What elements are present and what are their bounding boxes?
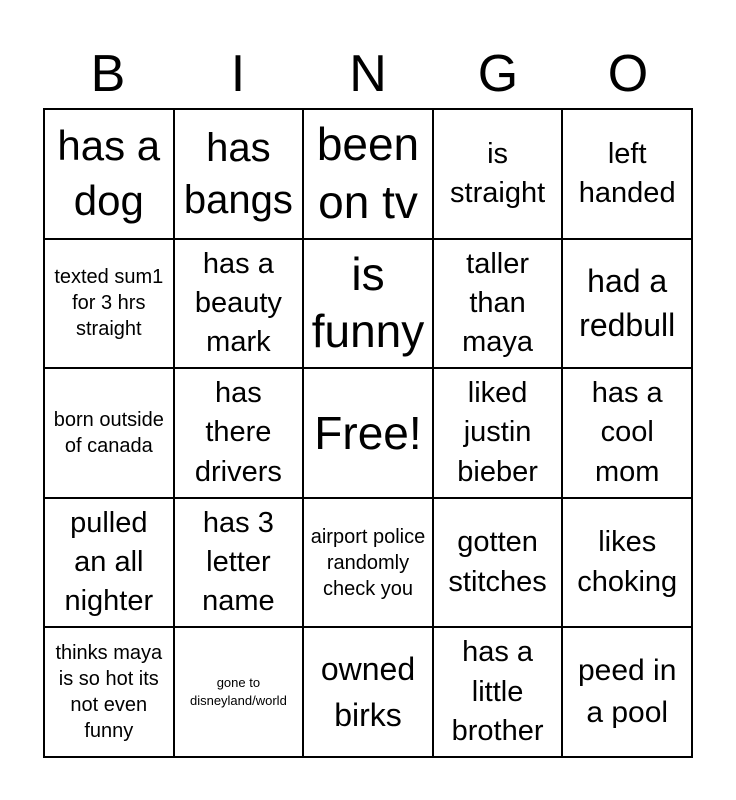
bingo-cell[interactable]: [174, 109, 304, 239]
cell-text: gotten stitches: [448, 526, 547, 598]
cell-text: peed in a pool: [577, 654, 677, 730]
bingo-cell[interactable]: [174, 368, 304, 498]
cell-text: has a dog: [57, 122, 161, 224]
bingo-cell[interactable]: [174, 239, 304, 369]
cell-text: liked justin bieber: [457, 377, 538, 488]
bingo-cell[interactable]: [562, 109, 692, 239]
bingo-cell[interactable]: [562, 368, 692, 498]
cell-text: been on tv: [316, 118, 420, 228]
bingo-cell[interactable]: [433, 498, 563, 628]
bingo-cell[interactable]: [433, 109, 563, 239]
cell-text: has a beauty mark: [194, 247, 282, 358]
bingo-cell[interactable]: [562, 239, 692, 369]
cell-text: texted sum1 for 3 hrs straight: [54, 266, 164, 341]
cell-text: born outside of canada: [53, 408, 164, 457]
bingo-cell[interactable]: [44, 498, 174, 628]
bingo-cell[interactable]: [303, 627, 433, 757]
cell-text: owned birks: [320, 650, 416, 734]
free-space[interactable]: [303, 368, 433, 498]
cell-text: taller than maya: [462, 247, 534, 358]
cell-text: airport police randomly check you: [310, 525, 426, 600]
cell-text: had a redbull: [579, 262, 676, 344]
bingo-cell[interactable]: [174, 627, 304, 757]
cell-text: pulled an all nighter: [64, 506, 154, 618]
bingo-cell[interactable]: [433, 627, 563, 757]
cell-text: likes choking: [577, 526, 678, 598]
cell-text: is funny: [311, 247, 425, 358]
cell-text: has 3 letter name: [202, 506, 275, 618]
header-letter-i: I: [230, 45, 246, 103]
bingo-cell[interactable]: [303, 109, 433, 239]
cell-text: left handed: [578, 137, 676, 209]
bingo-cell[interactable]: [303, 498, 433, 628]
cell-text: has there drivers: [194, 377, 282, 488]
bingo-cell[interactable]: [562, 498, 692, 628]
bingo-cell[interactable]: [44, 239, 174, 369]
header-letter-n: N: [349, 45, 387, 103]
cell-text: gone to disneyland/world: [189, 675, 287, 709]
bingo-cell[interactable]: [303, 239, 433, 369]
cell-text: has a little brother: [451, 636, 544, 747]
bingo-cell[interactable]: [44, 368, 174, 498]
bingo-cell[interactable]: [433, 368, 563, 498]
bingo-cell[interactable]: [174, 498, 304, 628]
bingo-cell[interactable]: [44, 109, 174, 239]
header-letter-g: G: [477, 45, 519, 103]
bingo-cell[interactable]: [44, 627, 174, 757]
cell-text: has a cool mom: [591, 377, 663, 488]
cell-text: has bangs: [183, 125, 293, 222]
bingo-header: [43, 44, 693, 104]
bingo-cell[interactable]: [562, 627, 692, 757]
bingo-board: [43, 108, 693, 758]
header-letter-o: O: [607, 45, 649, 103]
cell-text: thinks maya is so hot its not even funny: [55, 642, 163, 743]
header-letter-b: B: [90, 45, 126, 103]
bingo-cell[interactable]: [433, 239, 563, 369]
cell-text: is straight: [450, 137, 546, 209]
free-space-label: Free!: [314, 406, 422, 459]
